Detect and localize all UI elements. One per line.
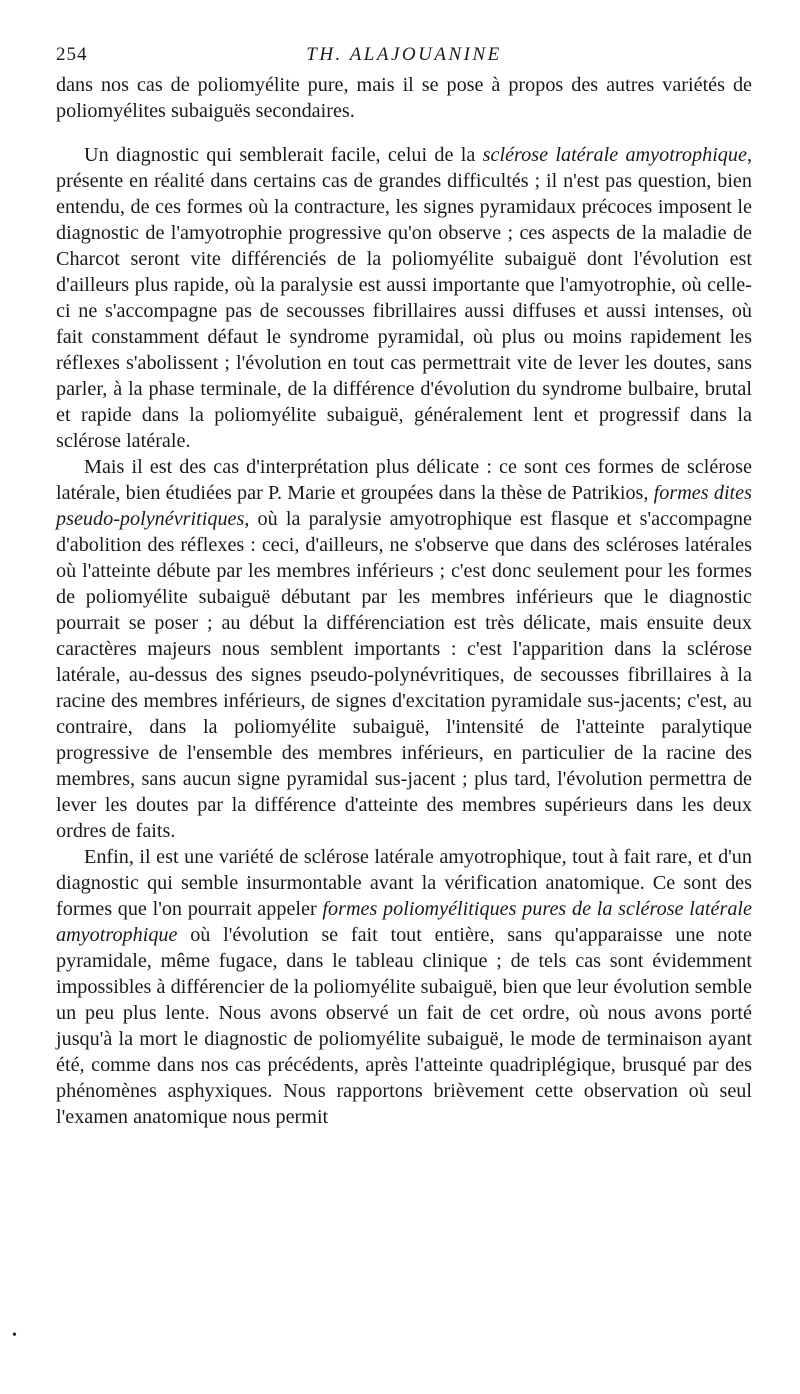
body-text	[56, 72, 752, 1130]
page-number: 254	[56, 44, 88, 65]
paragraph-4-text-b: où l'évolution se fait tout entière, sans qu'apparaisse une note pyramidale, même fugace, dans le tableau clinique ; de tels cas sont évidemment impossibles à différencier de la poliomyélite subaiguë, bien que leur évolution semble un peu plus lente. Nous avons observé un fait de cet ordre, où nous avons porté jusqu'à la mort le diagnostic de poliomyélite subaiguë, le mode de terminaison ayant été, comme dans nos cas précédents, après l'atteinte quadriplégique, brusqué par des phénomènes asphyxiques. Nous rapportons brièvement cette observation où seul l'examen anatomique nous permit	[56, 924, 752, 1128]
paragraph-3-emphasis: formes dites pseudo-polynévritiques	[56, 482, 752, 530]
running-title: TH. ALAJOUANINE	[306, 44, 502, 65]
paragraph-2-text-b: , présente en réalité dans certains cas de grandes difficultés ; il n'est pas question, bien entendu, de ces formes où la contracture, les signes pyramidaux précoces imposent le diagnostic de l'amyotrophie progressive qu'on observe ; ces aspects de la maladie de Charcot seront vite différenciés de la poliomyélite subaiguë dont l'évolution est d'ailleurs plus rapide, où la paralysie est aussi importante que l'amyotrophie, où celle-ci ne s'accompagne pas de secousses fibrillaires aussi diffuses et aussi intenses, où fait constamment défaut le syndrome pyramidal, où plus ou moins rapidement les réflexes s'abolissent ; l'évolution en tout cas permettrait vite de lever les doutes, sans parler, à la phase terminale, de la différence d'évolution du syndrome bulbaire, brutal et rapide dans la poliomyélite subaiguë, généralement lent et progressif dans la sclérose latérale.	[56, 144, 752, 452]
paragraph-3-text-b: , où la paralysie amyotrophique est flasque et s'accompagne d'abolition des réflexes : ceci, d'ailleurs, ne s'observe que dans des scléroses latérales où l'atteinte débute par les membres inférieurs ; c'est donc seulement pour les formes de poliomyélite subaiguë débutant par les membres inférieurs que le diagnostic pourrait se poser ; au début la différenciation est très délicate, mais ensuite deux caractères majeurs nous semblent importants : c'est l'apparition dans la sclérose latérale, au-dessus des signes pseudo-polynévritiques, de secousses fibrillaires à la racine des membres inférieurs, de signes d'excitation pyramidale sus-jacents; c'est, au contraire, dans la poliomyélite subaiguë, l'intensité de l'atteinte paralytique progressive de l'ensemble des membres inférieurs, en particulier de la racine des membres, sans aucun signe pyramidal sus-jacent ; plus tard, l'évolution permettra de lever les doutes par la différence d'atteinte des membres supérieurs dans les deux ordres de faits.	[56, 508, 752, 842]
paragraph-4	[56, 844, 752, 1130]
paragraph-3-text-a: Mais il est des cas d'interprétation plus délicate : ce sont ces formes de sclérose latérale, bien étudiées par P. Marie et groupées dans la thèse de Patrikios,	[56, 456, 752, 504]
paragraph-1: dans nos cas de poliomyélite pure, mais il se pose à propos des autres variétés de poliomyélites subaiguës secondaires.	[56, 74, 752, 122]
paragraph-2-text-a: Un diagnostic qui semblerait facile, celui de la	[84, 144, 483, 166]
margin-bullet-mark: •	[12, 1328, 17, 1343]
paragraph-4-emphasis: formes poliomyélitiques pures de la sclérose latérale amyotrophique	[56, 898, 752, 946]
paragraph-2-emphasis: sclérose latérale amyotrophique	[482, 144, 747, 166]
paragraph-2	[56, 142, 752, 454]
book-page	[56, 38, 752, 1130]
page-header	[56, 38, 752, 72]
paragraph-3	[56, 454, 752, 844]
paragraph-4-text-a: Enfin, il est une variété de sclérose latérale amyotrophique, tout à fait rare, et d'un diagnostic qui semble insurmontable avant la vérification anatomique. Ce sont des formes que l'on pourrait appeler	[56, 846, 752, 920]
